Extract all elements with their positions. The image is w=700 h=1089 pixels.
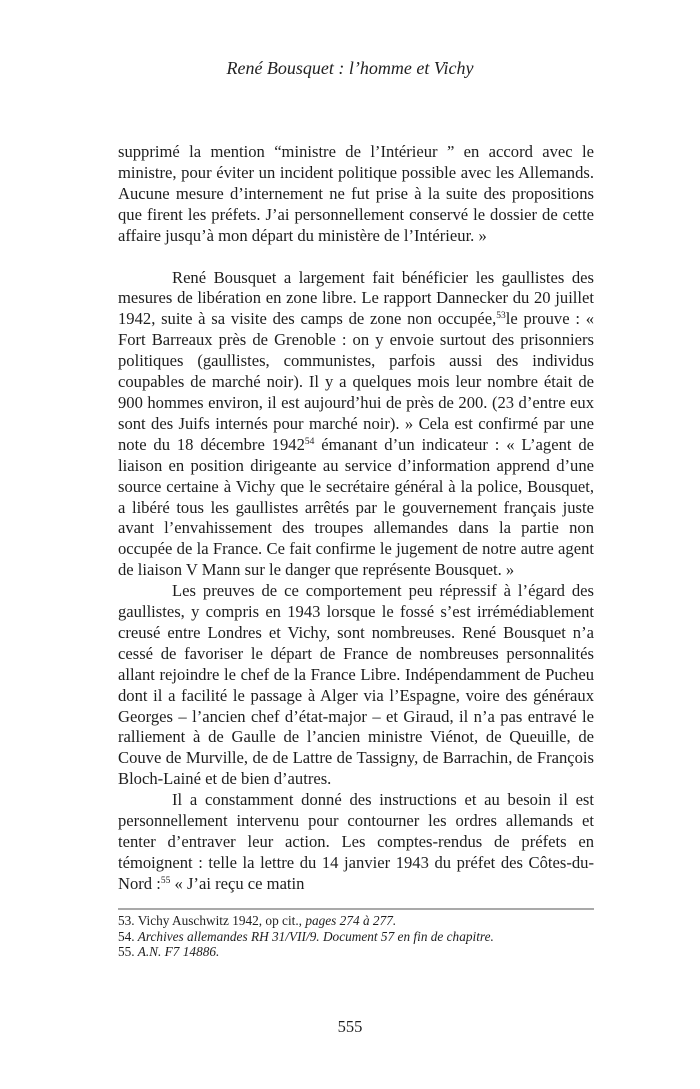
footnote-divider bbox=[118, 908, 594, 910]
footnote-number: 55. bbox=[118, 944, 135, 960]
paragraph-2-text-b: le prouve : « Fort Barreaux près de Grenoble : on y envoie surtout des prisonniers politiques (gaullistes, communistes, parfois aussi des individus coupables de marché noir). Il y a quelques mois leur nombre était de 900 hommes environ, il est aujourd’hui de près de 200. (23 d’entre eux sont des Juifs internés pour marché noir). » Cela est confirmé par une note du 18 décembre 1942 bbox=[118, 309, 594, 454]
page-number: 555 bbox=[337, 1017, 363, 1036]
paragraph-1: supprimé la mention “ministre de l’Intérieur ” en accord avec le ministre, pour éviter un incident politique possible avec les Allemands. Aucune mesure d’internement ne fut prise à la suite des propositions que firent les préfets. J’ai personnellement conservé le dossier de cette affaire jusqu’à mon départ du ministère de l’Intérieur. » bbox=[118, 142, 594, 245]
footnote-ref-54[interactable]: 54 bbox=[304, 436, 315, 447]
footnote-number: 54. bbox=[118, 928, 135, 944]
footnote-text-italic: pages 274 à 277. bbox=[305, 913, 397, 928]
body-text bbox=[118, 142, 594, 895]
paragraph-2 bbox=[118, 268, 594, 582]
footnote-number: 53. bbox=[118, 913, 135, 928]
footnotes bbox=[118, 913, 594, 960]
paragraph-3: Les preuves de ce comportement peu répressif à l’égard des gaullistes, y compris en 1943 lorsque le fossé s’est irrémédiablement creusé entre Londres et Vichy, sont nombreuses. René Bousquet n’a cessé de favoriser le départ de France de nombreuses personnalités allant rejoindre le chef de la France Libre. Indépendamment de Pucheu dont il a facilité le passage à Alger via l’Espagne, voire des généraux Georges – l’ancien chef d’état-major – et Giraud, il n’a pas entravé le ralliement à de Gaulle de l’ancien ministre Viénot, de Queuille, de Couve de Murville, de de Lattre de Tassigny, de Barrachin, de François Bloch-Lainé et de bien d’autres. bbox=[118, 581, 594, 789]
paragraph-2-text-c: émanant d’un indicateur : « L’agent de liaison en position dirigeante au service d’information apprend d’une source certaine à Vichy que le secrétaire général à la police, Bousquet, a libéré tous les gaullistes arrêtés par le gouvernement français juste avant l’envahissement des troupes allemandes dans la partie non occupée de la France. Ce fait confirme le jugement de notre autre agent de liaison V Mann sur le danger que représente Bousquet. » bbox=[118, 434, 594, 580]
footnote-ref-53[interactable]: 53 bbox=[496, 311, 506, 322]
paragraph-4-text-a: Il a constamment donné des instructions et au besoin il est personnellement intervenu pour contourner les ordres allemands et tenter d’entraver leur action. Les comptes-rendus de préfets en témoignent : telle la lettre du 14 janvier 1943 du préfet des Côtes-du-Nord : bbox=[118, 790, 594, 893]
footnote-text-italic: Archives allemandes RH 31/VII/9. Document 57 en fin de chapitre. bbox=[134, 928, 494, 944]
footnote-55 bbox=[118, 944, 594, 960]
running-head: René Bousquet : l’homme et Vichy bbox=[226, 58, 474, 78]
paragraph-2-text-a: René Bousquet a largement fait bénéficier les gaullistes des mesures de libération en zone libre. Le rapport Dannecker du 20 juillet 1942, suite à sa visite des camps de zone non occupée, bbox=[118, 267, 594, 329]
footnote-text: Vichy Auschwitz 1942, op cit., bbox=[134, 913, 306, 928]
paragraph-4-text-b: « J’ai reçu ce matin bbox=[170, 873, 305, 893]
footnote-text-italic: A.N. F7 14886. bbox=[134, 944, 220, 960]
footnote-54 bbox=[118, 929, 594, 945]
footnote-53 bbox=[118, 913, 594, 929]
paragraph-4 bbox=[118, 790, 594, 895]
footnote-ref-55[interactable]: 55 bbox=[160, 875, 171, 886]
